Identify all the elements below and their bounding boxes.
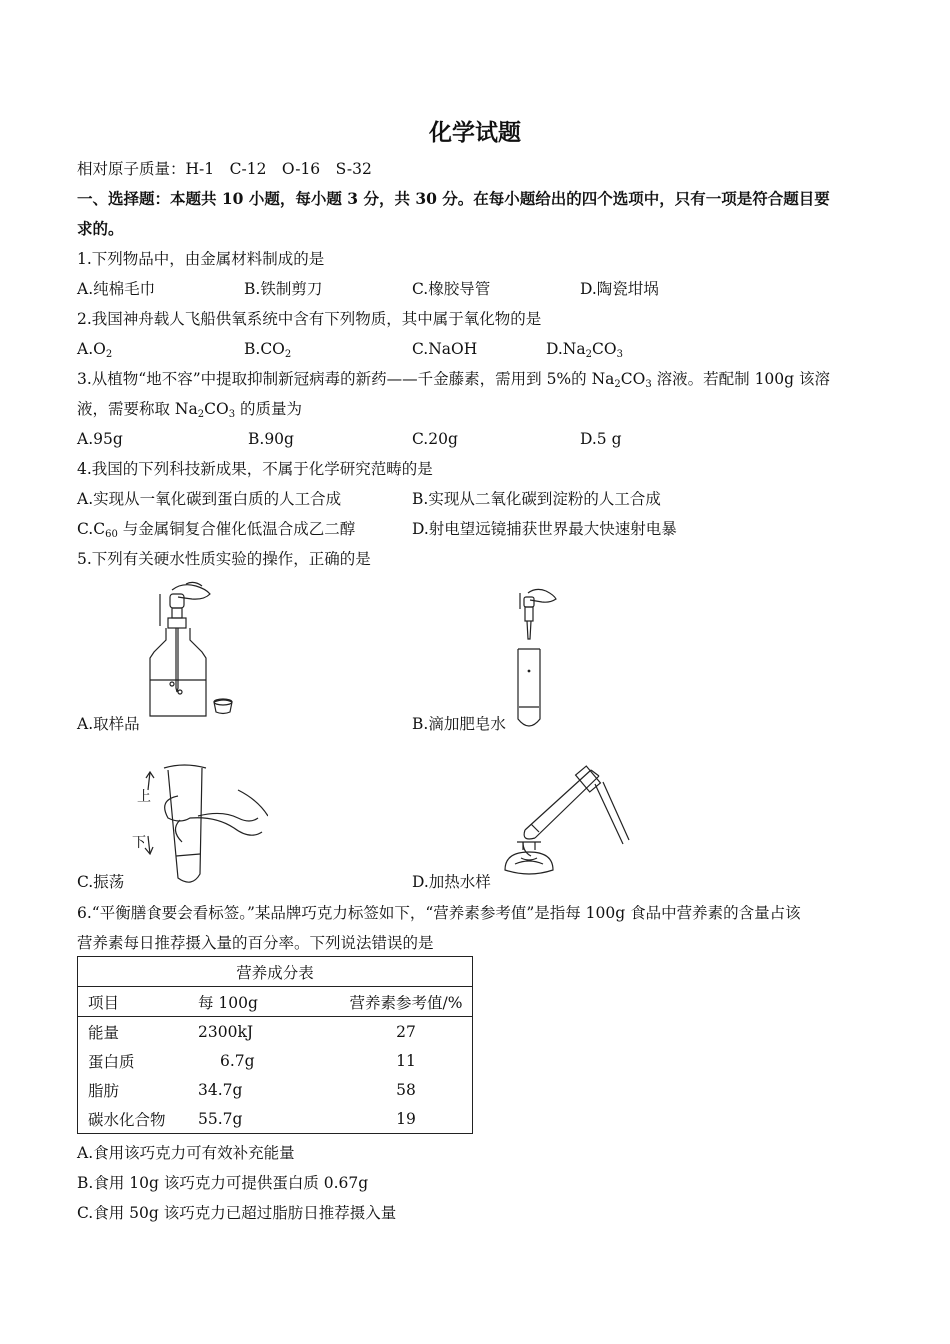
q5-option-d: D.加热水样: [412, 873, 491, 891]
q1-option-c: C.橡胶导管: [412, 280, 491, 298]
q3-option-b: B.90g: [248, 430, 294, 448]
reagent-bottle-figure: [140, 580, 250, 725]
table-row: [78, 1017, 473, 1047]
nutrition-table-header: [78, 987, 473, 1017]
q2-option-a: $A.O_2$: [77, 340, 113, 360]
heating-test-tube-figure: [495, 760, 635, 885]
header-per100g: 每 100g: [198, 987, 340, 1017]
table-row: [78, 1046, 473, 1075]
row-item: 脂肪: [88, 1081, 120, 1100]
section1-heading-cont: 求的。: [77, 219, 124, 238]
table-row: [78, 1104, 473, 1134]
row-amount: 6.7g: [220, 1051, 255, 1070]
q5-option-a: A.取样品: [77, 715, 140, 733]
header-nrv: 营养素参考值/%: [340, 987, 473, 1017]
q1-option-a: A.纯棉毛巾: [77, 280, 156, 298]
q6-option-c: C.食用 50g 该巧克力已超过脂肪日推荐摄入量: [77, 1204, 397, 1222]
q4-option-d: D.射电望远镜捕获世界最大快速射电暴: [412, 520, 677, 538]
row-amount: 2300kJ: [198, 1022, 254, 1041]
q6-option-a: A.食用该巧克力可有效补充能量: [77, 1144, 295, 1162]
q2-option-d: $D.Na_2CO_3$: [546, 340, 623, 360]
q5-option-c: C.振荡: [77, 873, 125, 891]
q3-stem-line2: 液，需要称取 $Na_2CO_3$ 的质量为: [77, 400, 302, 420]
q5-stem: 5.下列有关硬水性质实验的操作，正确的是: [77, 550, 371, 568]
nutrition-table-caption: 营养成分表: [78, 957, 473, 987]
arrow-down-label: 下: [132, 835, 146, 851]
atomic-mass-note: 相对原子质量：H-1 C-12 O-16 S-32: [77, 160, 372, 178]
q6-stem-line1: 6.“平衡膳食要会看标签。”某品牌巧克力标签如下，“营养素参考值”是指每 100g 食品中营养素的含量占该: [77, 904, 801, 922]
q2-option-b: $B.CO_2$: [244, 340, 292, 360]
table-row: [78, 1075, 473, 1104]
row-item: 蛋白质: [88, 1052, 135, 1071]
q2-stem: 2.我国神舟载人飞船供氧系统中含有下列物质，其中属于氧化物的是: [77, 310, 542, 328]
row-item: 碳水化合物: [88, 1110, 166, 1129]
row-amount: 55.7g: [198, 1109, 243, 1128]
q4-stem: 4.我国的下列科技新成果，不属于化学研究范畴的是: [77, 460, 433, 478]
test-tube-dropper-figure: [510, 585, 570, 730]
q3-option-c: C.20g: [412, 430, 458, 448]
q3-option-d: D.5 g: [580, 430, 622, 448]
q1-option-d: D.陶瓷坩埚: [580, 280, 659, 298]
nutrition-table: [77, 956, 473, 1134]
page-title: 化学试题: [429, 120, 521, 146]
q1-stem: 1.下列物品中，由金属材料制成的是: [77, 250, 325, 268]
row-amount: 34.7g: [198, 1080, 243, 1099]
q2-option-c: C.NaOH: [412, 340, 478, 358]
q1-option-b: B.铁制剪刀: [244, 280, 323, 298]
row-nrv: 11: [396, 1051, 416, 1070]
arrow-up-label: 上: [137, 789, 151, 805]
q3-stem-line1: 3.从植物“地不容”中提取抑制新冠病毒的新药——千金藤素，需用到 5%的 $Na_2CO_3$ 溶液。若配制 100g 该溶: [77, 370, 831, 390]
row-nrv: 58: [396, 1080, 416, 1099]
row-nrv: 27: [396, 1022, 416, 1041]
header-item: 项目: [78, 987, 199, 1017]
q6-option-b: B.食用 10g 该巧克力可提供蛋白质 0.67g: [77, 1174, 369, 1192]
row-item: 能量: [88, 1023, 120, 1042]
q3-option-a: A.95g: [77, 430, 123, 448]
q6-stem-line2: 营养素每日推荐摄入量的百分率。下列说法错误的是: [77, 934, 434, 952]
q4-option-c: $C.C_{60}$ 与金属铜复合催化低温合成乙二醇: [77, 520, 356, 540]
q4-option-a: A.实现从一氧化碳到蛋白质的人工合成: [77, 490, 342, 508]
q5-option-b: B.滴加肥皂水: [412, 715, 506, 733]
shaking-test-tube-figure: [128, 760, 268, 890]
q4-option-b: B.实现从二氧化碳到淀粉的人工合成: [412, 490, 661, 508]
section1-heading: 一、选择题：本题共 10 小题，每小题 3 分，共 30 分。在每小题给出的四个选项中，只有一项是符合题目要: [77, 189, 830, 208]
row-nrv: 19: [396, 1109, 416, 1128]
